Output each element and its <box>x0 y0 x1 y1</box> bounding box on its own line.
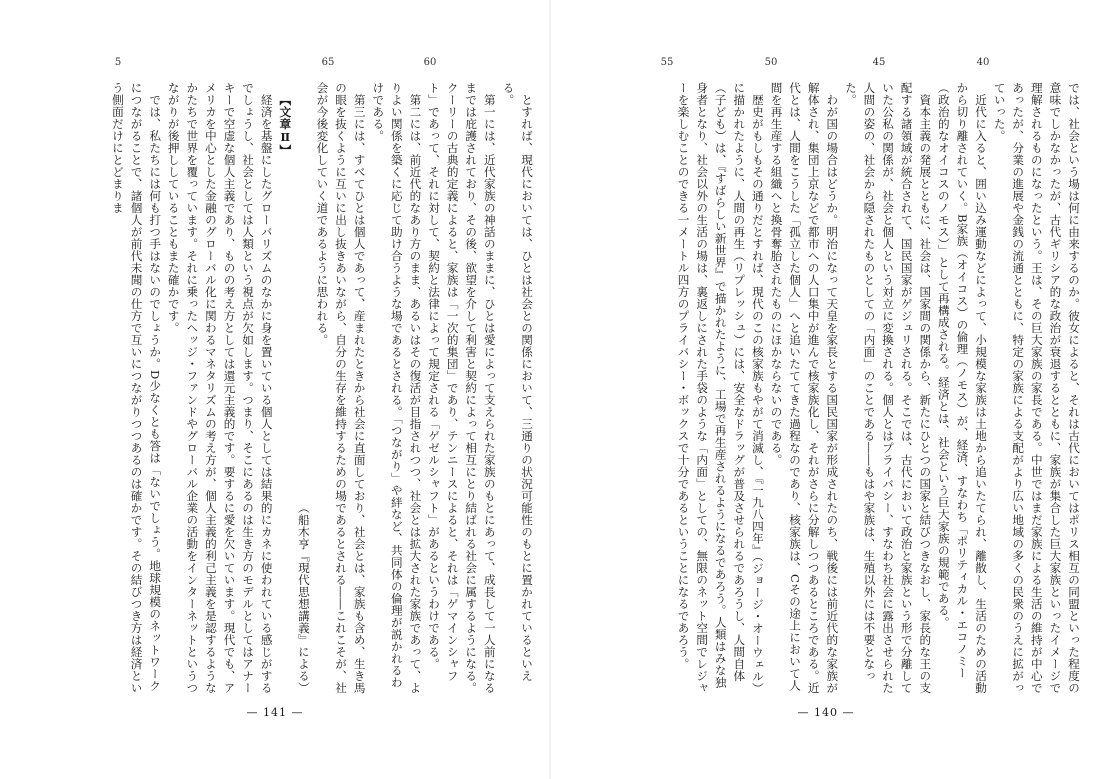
paragraph: では、社会という場は何に由来するのか。彼女によると、それは古代においてはポリス相互の同盟といった程度の意味でしかなかったが、古代ギリシア的な政治が衰退するとともに、家族が集合した巨大家族といったイメージで理解されるものになったという。王は、その巨大家族の家長である。中世ではまだ家族による生活の維持が中心であったが、分業の進展や金銭の流通とともに、特定の家族による支配がより広い地域の多くの民衆のうえに拡がっていった。 <box>992 82 1081 694</box>
page-141 <box>0 0 550 779</box>
line-number: 50 <box>764 57 778 68</box>
source-credit: （船木亨『現代思想講義』による） <box>296 502 311 694</box>
line-number: 60 <box>423 57 437 68</box>
body-text <box>16 82 536 694</box>
line-number: 5 <box>114 57 122 68</box>
section-heading: 【文章Ⅱ】 <box>278 93 293 156</box>
paragraph: 資本主義の発展とともに、社会は、国家間の関係から、新たにひとつの国家と結びつきなおし、家長的な王の支配する諸領域が統合されて、国民国家がゲジュリされる。そこでは、古代において政治と家族という形で分離していた公私の関係が、社会と個人という対立に変換される。個人とはプライバシー、すなわち社会に露出させられた人間の姿の、社会から隠されたものとしての「内面」のことである――もはや家族は、生殖以外には不要となった。 <box>843 82 933 694</box>
page-number: — 140 — <box>797 706 855 719</box>
line-number: 45 <box>872 57 886 68</box>
paragraph: 歴史がもしもその通りだとすれば、現代のこの核家族もやがて消滅し、『一九八四年』（ジョージ・オーウェル）に描かれたように、人間の再生（リプレッシュ）には、安全なドラッグが普及させられるであろうし、人間自体（子ども）は、『すばらしい新世界』で描かれたように、工場で再生産されるようになるであろう。人類はみな独身者となり、社会以外の生活の場は、裏返しにされた手袋のような「内面」としての、無限のネット空間でレジャーを楽しむことのできる一メートル四方のプライバシー・ボックスで十分であるということになるであろう。 <box>676 82 765 694</box>
body-text <box>571 82 1083 694</box>
line-number: 40 <box>976 57 990 68</box>
paragraph: わが国の場合はどうか。明治になって天皇を家長とする国民国家が形成されたのち、戦後には前近代的な家族が解体され、集団上京などで都市への人口集中が進んで核家族化し、それがさらに分解しつつあるところである。近代とは、人間をこうした「孤立した個人」へと追いたててきた過程なのであり、核家族は、Cその途上において人間を再生産する組織へと換骨奪胎されたものにほかならないのである。 <box>769 82 840 694</box>
paragraph: 近代に入ると、囲い込み運動などによって、小規模な家族は土地から追いたてられ、離散し、生活のための活動から切り離されていく。B家族（オイコス）の倫理（ノモス）が、経済、すなわち「ポリティカル・エコノミー（政治的なオイコスのノモス）」として再構成される。経済とは、社会という巨大家族の規範である。 <box>936 82 989 694</box>
paragraph: 第一には、近代家族の神話のままに、ひとは愛によって支えられた家族のもとにあって、成長して一人前になるまでは庇護されており、その後、欲望を介して利害と契約によって相互にとり結ばれる社会に属するようになる。クーリーの古典的定義によると、家族は「一次的集団」であり、テンニースによると、それは「ゲマインシャフト」であって、それに対して、契約と法律によって規定される「ゲゼルシャフト」があるというわけである。 <box>427 82 497 694</box>
line-number: 55 <box>660 57 674 68</box>
line-number: 65 <box>321 57 335 68</box>
line-numbers <box>0 57 550 71</box>
page-number: — 141 — <box>246 706 304 719</box>
paragraph: とすれば、現代においては、ひとは社会との関係において、三通りの状況可能性のもとに置かれているといえる。 <box>501 82 534 682</box>
paragraph: 第三には、すべてひとは個人であって、産まれたときから社会に直面しており、社会とは、家族も含め、生き馬の眼を抜くように互いに出し抜きあいながら、自分の生存を維持するための場であるとされる――これこそが、社会が今後変化していく道であるように思われる。 <box>315 82 367 694</box>
paragraph: 第二には、前近代的なあり方のまま、あるいはその復活が目指されつつ、社会とは拡大された家族であって、よりよい関係を築くに応じて助け合うような場であるとされる。「つながり」や絆など、共同体の倫理が説かれるわけである。 <box>371 82 423 694</box>
line-numbers <box>551 57 1101 71</box>
paragraph: 経済を基盤にしたグローバリズムのなかに身を置いている個人としては結果的にカネに使われている感じがするでしょうし、社会としては人類という視点が欠如します。つまり、そこにあるのは生き方のモデルとしてはアナーキーで空虚な個人主義であり、ものの考え方としては還元主義的です。要するに愛を欠いています。現代でも、アメリカを中心とした金融のグローバル化に関わるマネタリズムの考え方が、個人主義的利己主義を是認するようなかたちで世界を覆っています。それに乗ったヘッジ・ファンドやグローバル企業の活動をインターネットというつながりが後押ししていることもまた確かです。 <box>166 82 274 694</box>
page-140 <box>551 0 1101 779</box>
paragraph: では、私たちには何も打つ手はないのでしょうか。D少なくとも答は「ないでしょう。地球規模のネットワークにつながることで、諸個人が前代未聞の仕方で互いにつながりつつあるのは確かです。その結びつき方は経済という側面だけにとどまりま <box>110 82 163 694</box>
